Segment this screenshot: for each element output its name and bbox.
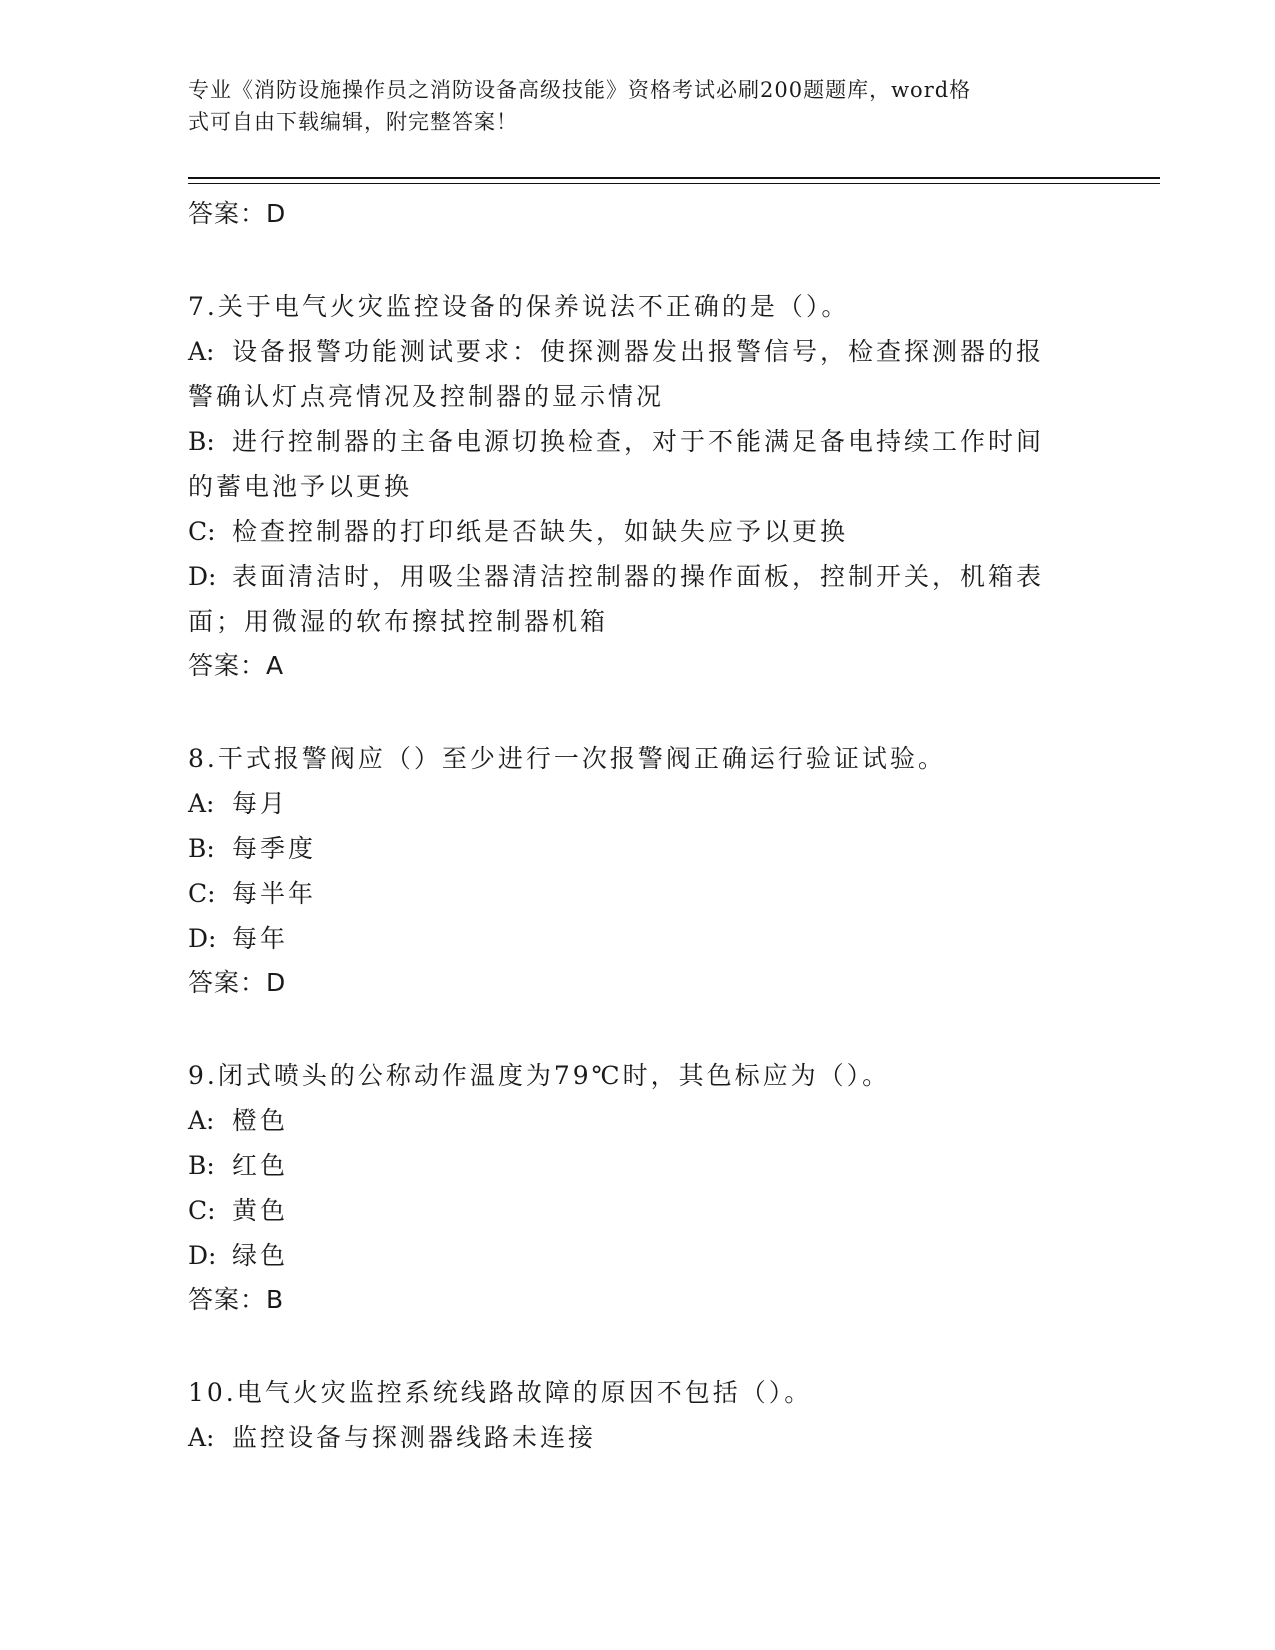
option-label: D:	[188, 924, 217, 953]
option-a	[188, 781, 1088, 826]
header-rule-thick	[188, 177, 1160, 179]
header-rule-thin	[188, 183, 1160, 184]
option-text: 每年	[232, 924, 289, 953]
question-9	[188, 1053, 1088, 1322]
option-text: 橙色	[232, 1106, 289, 1135]
document-header	[188, 74, 1068, 138]
option-d	[188, 916, 1088, 961]
option-text: 绿色	[232, 1241, 289, 1270]
option-c	[188, 1188, 1088, 1233]
option-text: 表面清洁时，用吸尘器清洁控制器的操作面板，控制开关，机箱表	[232, 562, 1045, 591]
option-c	[188, 871, 1088, 916]
option-d	[188, 1233, 1088, 1278]
option-a-continuation: 警确认灯点亮情况及控制器的显示情况	[188, 382, 665, 411]
option-text: 每月	[232, 789, 289, 818]
option-b	[188, 826, 1088, 871]
question-8	[188, 736, 1088, 1005]
option-d	[188, 554, 1088, 599]
option-b	[188, 419, 1088, 464]
answer: 答案：A	[188, 651, 285, 680]
answer: 答案：B	[188, 1285, 285, 1314]
header-title-line-2: 式可自由下载编辑，附完整答案！	[188, 110, 518, 134]
option-label: A:	[188, 337, 215, 366]
option-label: C:	[188, 1196, 216, 1225]
header-title-line-1: 专业《消防设施操作员之消防设备高级技能》资格考试必刷200题题库，word格	[188, 78, 972, 102]
option-label: C:	[188, 517, 216, 546]
option-b	[188, 1143, 1088, 1188]
option-label: A:	[188, 1423, 215, 1452]
option-text: 检查控制器的打印纸是否缺失，如缺失应予以更换	[232, 517, 849, 546]
option-text: 红色	[232, 1151, 289, 1180]
question-stem: 8.干式报警阀应（）至少进行一次报警阀正确运行验证试验。	[188, 744, 946, 773]
option-text: 监控设备与探测器线路未连接	[232, 1423, 597, 1452]
option-a	[188, 329, 1088, 374]
option-text: 每半年	[232, 879, 317, 908]
option-b-continuation: 的蓄电池予以更换	[188, 472, 413, 501]
option-label: B:	[188, 1151, 215, 1180]
option-d-continuation: 面；用微湿的软布擦拭控制器机箱	[188, 607, 609, 636]
option-text: 黄色	[232, 1196, 289, 1225]
option-label: A:	[188, 789, 215, 818]
question-list	[188, 192, 1088, 1460]
option-label: B:	[188, 427, 215, 456]
question-stem: 10.电气火灾监控系统线路故障的原因不包括（）。	[188, 1378, 813, 1407]
option-label: D:	[188, 562, 217, 591]
option-label: D:	[188, 1241, 217, 1270]
previous-answer: 答案：D	[188, 199, 287, 228]
answer: 答案：D	[188, 968, 287, 997]
option-a	[188, 1098, 1088, 1143]
question-10	[188, 1370, 1088, 1460]
option-c	[188, 509, 1088, 554]
option-a	[188, 1415, 1088, 1460]
option-label: B:	[188, 834, 215, 863]
option-text: 每季度	[232, 834, 317, 863]
option-label: A:	[188, 1106, 215, 1135]
option-text: 设备报警功能测试要求：使探测器发出报警信号，检查探测器的报	[232, 337, 1045, 366]
question-stem: 7.关于电气火灾监控设备的保养说法不正确的是（）。	[188, 292, 850, 321]
question-7	[188, 284, 1088, 688]
option-text: 进行控制器的主备电源切换检查，对于不能满足备电持续工作时间	[232, 427, 1045, 456]
question-stem: 9.闭式喷头的公称动作温度为79℃时，其色标应为（）。	[188, 1061, 891, 1090]
option-label: C:	[188, 879, 216, 908]
